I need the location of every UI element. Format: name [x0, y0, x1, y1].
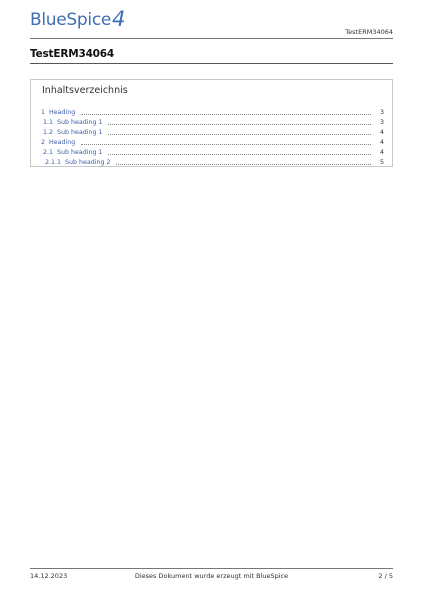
footer-generated-by: Dieses Dokument wurde erzeugt mit BlueSpice [134, 572, 289, 580]
toc-item-number: 2.1 [43, 149, 54, 156]
toc-item-number: 1.2 [43, 129, 54, 136]
toc-item-number: 2.1.1 [45, 159, 62, 166]
toc-item[interactable] [31, 117, 392, 127]
toc-item-page: 4 [379, 149, 384, 156]
toc-item-page: 3 [379, 109, 384, 116]
table-of-contents [30, 79, 393, 167]
toc-title: Inhaltsverzeichnis [42, 85, 128, 96]
toc-item-page: 3 [379, 119, 384, 126]
toc-item-label[interactable]: Sub heading 1 [57, 149, 103, 156]
bluespice-logo [30, 7, 125, 29]
toc-list [31, 107, 392, 167]
header-divider [30, 38, 393, 39]
toc-item[interactable] [31, 107, 392, 117]
toc-item-label[interactable]: Heading [49, 109, 76, 116]
toc-leader [81, 144, 371, 145]
toc-item-number: 2 [41, 139, 46, 146]
toc-leader [108, 124, 371, 125]
toc-item-label[interactable]: Sub heading 1 [57, 129, 103, 136]
page-title: TestERM34064 [30, 48, 114, 60]
toc-item-page: 5 [379, 159, 384, 166]
toc-item-page: 4 [379, 139, 384, 146]
page-footer [30, 572, 393, 580]
header-doc-ref: TestERM34064 [345, 28, 393, 36]
toc-item[interactable] [31, 137, 392, 147]
toc-item-label[interactable]: Heading [49, 139, 76, 146]
toc-item[interactable] [31, 147, 392, 157]
title-divider [30, 63, 393, 64]
toc-item-label[interactable]: Sub heading 1 [57, 119, 103, 126]
toc-item-number: 1.1 [43, 119, 54, 126]
logo-version: 4 [112, 7, 126, 31]
toc-leader [108, 154, 371, 155]
toc-item[interactable] [31, 127, 392, 137]
footer-page-indicator: 2 / 5 [378, 572, 393, 580]
toc-leader [116, 164, 371, 165]
toc-item-label[interactable]: Sub heading 2 [65, 159, 111, 166]
toc-item[interactable] [31, 157, 392, 167]
toc-leader [81, 114, 371, 115]
toc-leader [108, 134, 371, 135]
footer-divider [30, 568, 393, 569]
footer-date: 14.12.2023 [30, 572, 68, 580]
toc-item-number: 1 [41, 109, 46, 116]
logo-text: BlueSpice [30, 10, 112, 30]
toc-item-page: 4 [379, 129, 384, 136]
